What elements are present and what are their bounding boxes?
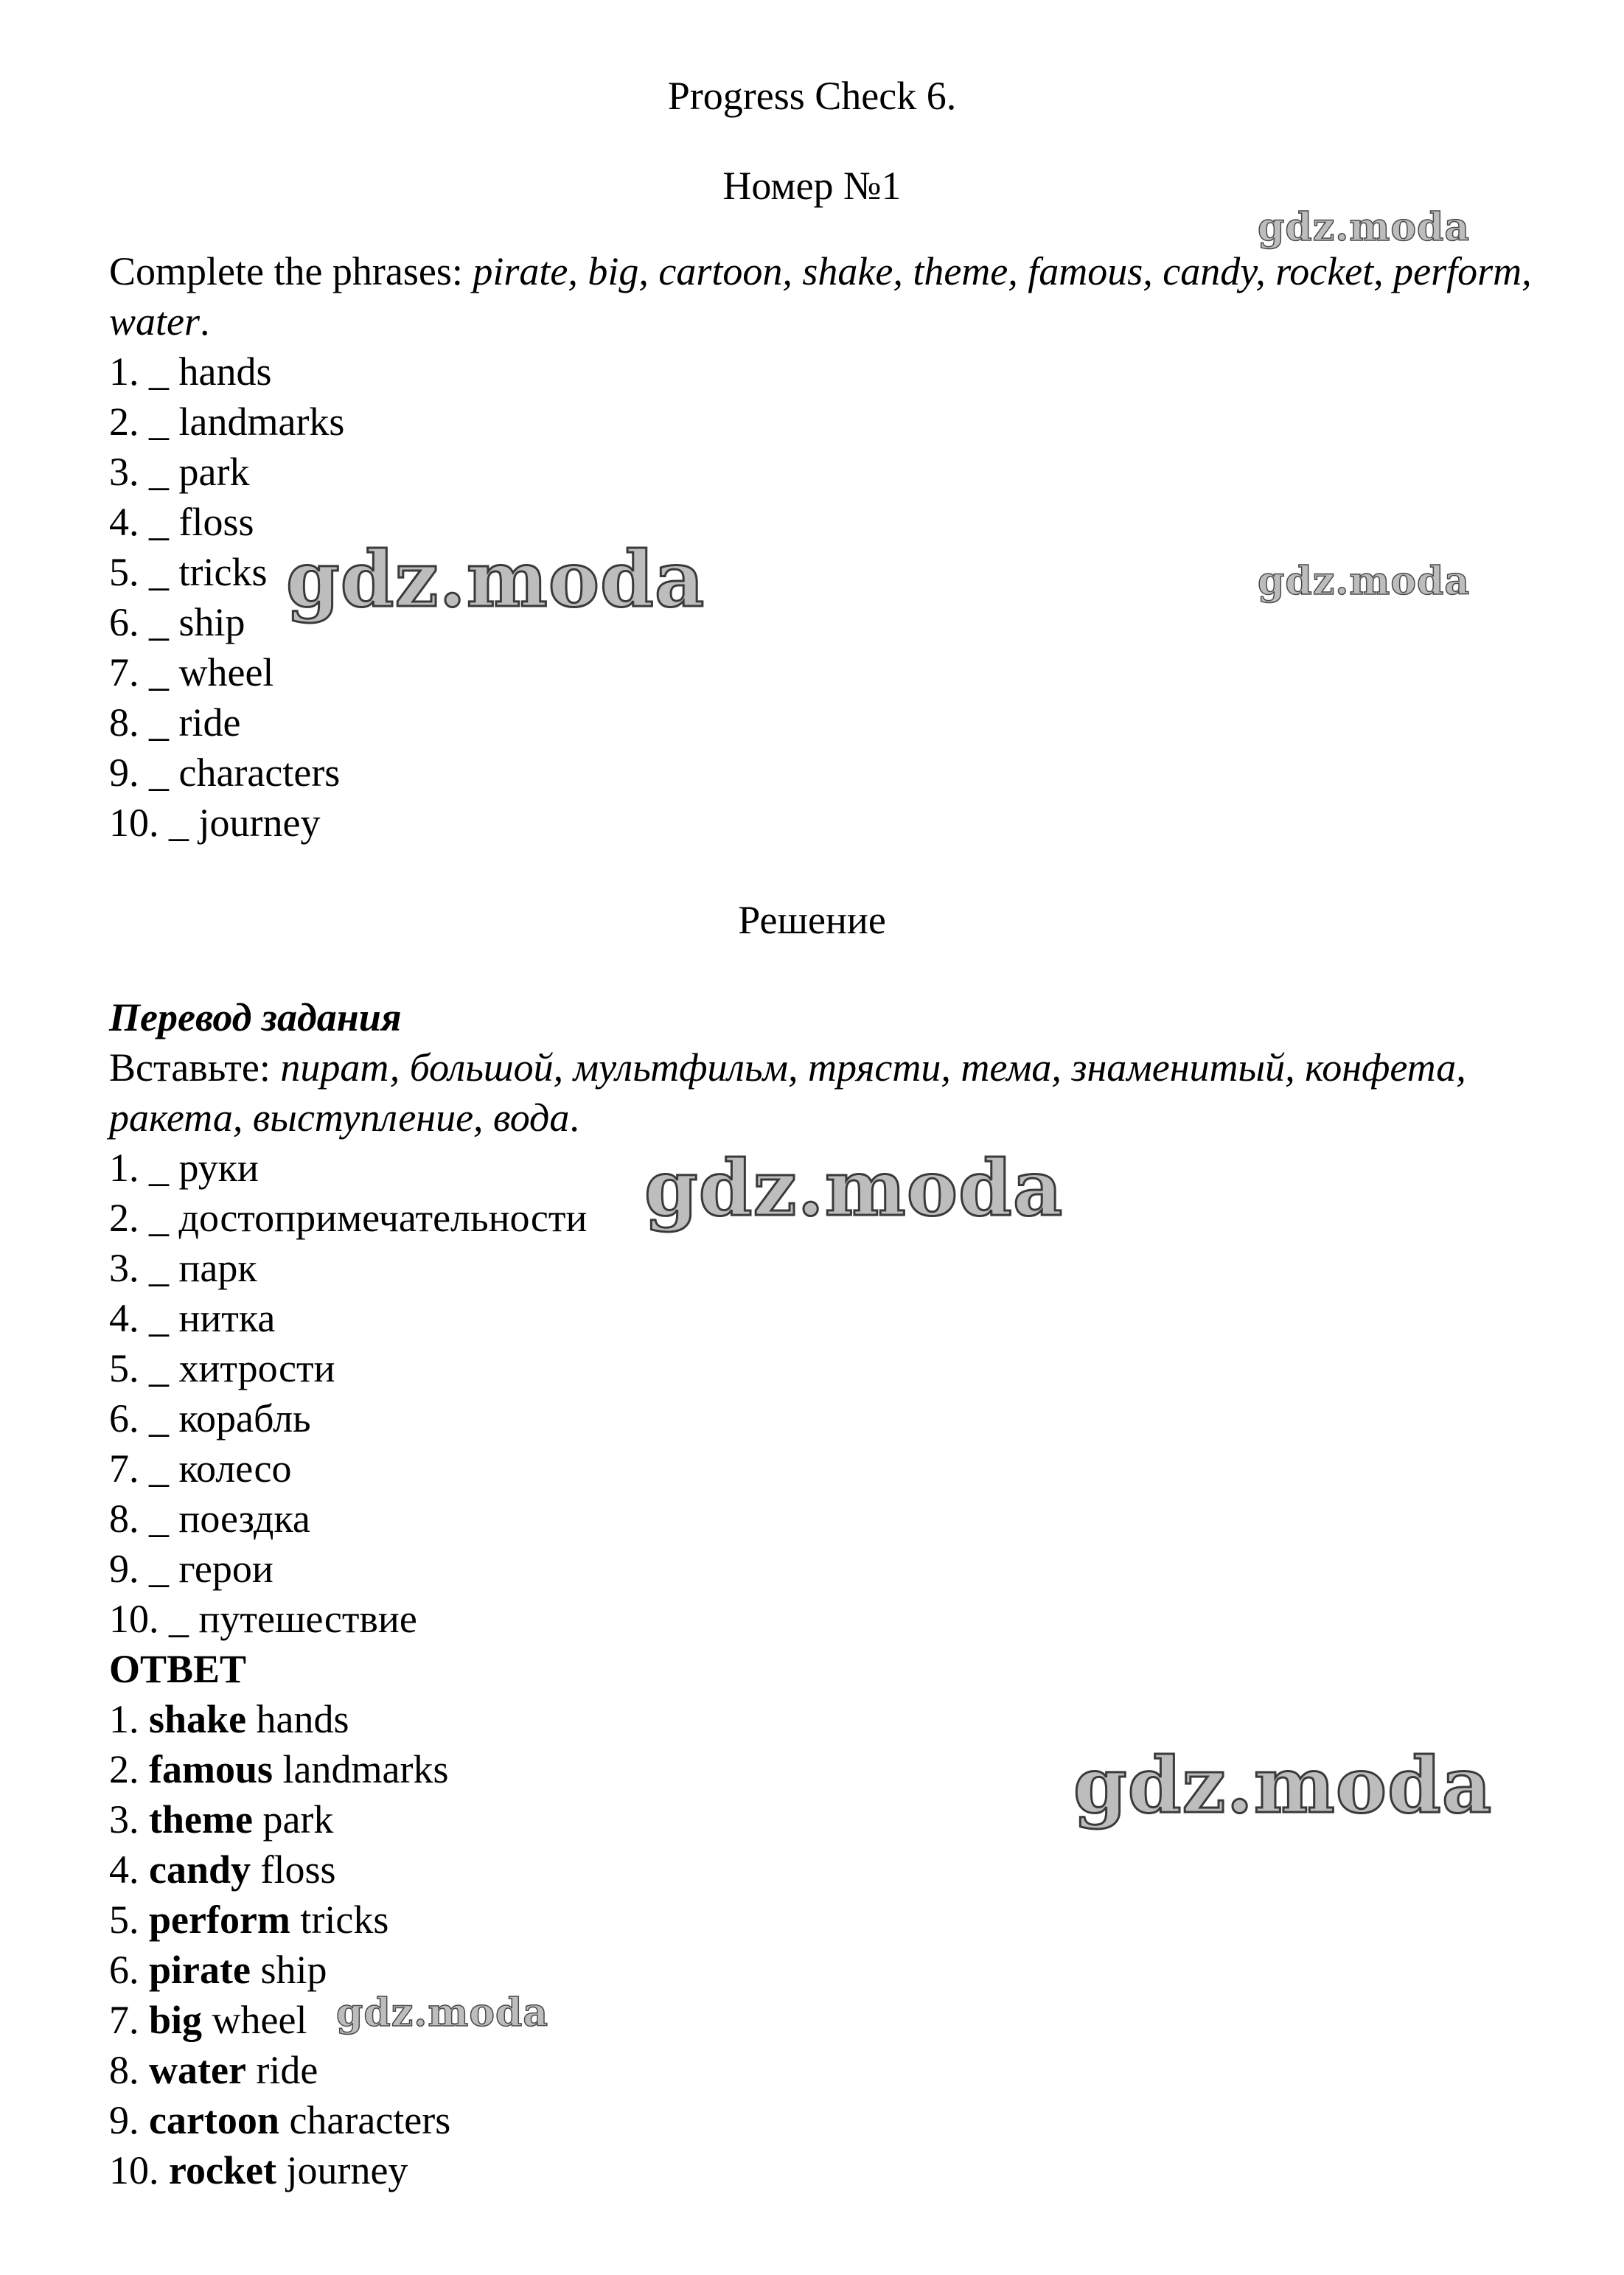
watermark: gdz.moda	[644, 1143, 1064, 1233]
task-lead: Complete the phrases:	[109, 249, 473, 293]
list-item: 6. _ ship	[109, 600, 245, 644]
watermark: gdz.moda	[1258, 559, 1471, 604]
answer-item: 7. big wheel	[109, 1998, 307, 2042]
translation-lead: Вставьте:	[109, 1045, 281, 1090]
list-item: 5. _ tricks	[109, 550, 268, 594]
answer-word: candy	[149, 1847, 251, 1892]
watermark: gdz.moda	[1258, 205, 1471, 250]
list-item: 1. _ hands	[109, 349, 272, 394]
list-item: 9. _ герои	[109, 1547, 273, 1591]
list-item: 4. _ нитка	[109, 1296, 276, 1340]
answer-word: shake	[149, 1697, 247, 1741]
list-item: 7. _ колесо	[109, 1446, 292, 1491]
answer-item: 10. rocket journey	[109, 2148, 408, 2192]
list-item: 4. _ floss	[109, 500, 254, 544]
watermark: gdz.moda	[1073, 1740, 1493, 1830]
answer-item: 1. shake hands	[109, 1697, 349, 1741]
answer-item: 3. theme park	[109, 1797, 334, 1842]
list-item: 2. _ достопримечательности	[109, 1196, 588, 1240]
answer-word: water	[149, 2048, 246, 2092]
answer-word: pirate	[149, 1948, 251, 1992]
list-item: 9. _ characters	[109, 750, 341, 795]
answer-item: 4. candy floss	[109, 1847, 336, 1892]
answer-item: 5. perform tricks	[109, 1898, 389, 1942]
list-item: 8. _ поездка	[109, 1497, 310, 1541]
translation-end: .	[569, 1095, 579, 1140]
list-item: 1. _ руки	[109, 1146, 259, 1190]
task-instruction	[109, 246, 1554, 346]
answer-word: theme	[149, 1797, 253, 1842]
translation-word-list: пират, большой, мультфильм, трясти, тема, знаменитый, конфета, ракета, выступление, вода	[109, 1045, 1466, 1140]
answer-word: big	[149, 1998, 203, 2042]
list-item: 3. _ парк	[109, 1246, 257, 1290]
translation-instruction	[109, 1042, 1554, 1143]
list-item: 5. _ хитрости	[109, 1346, 335, 1390]
page-title: Progress Check 6.	[667, 74, 957, 118]
list-item: 8. _ ride	[109, 700, 241, 745]
answer-heading: ОТВЕТ	[109, 1647, 247, 1691]
translation-heading: Перевод задания	[109, 995, 402, 1039]
watermark: gdz.moda	[286, 534, 705, 624]
list-item: 2. _ landmarks	[109, 400, 345, 444]
list-item: 10. _ путешествие	[109, 1597, 417, 1641]
answer-item: 8. water ride	[109, 2048, 318, 2092]
task-end: .	[200, 299, 210, 344]
answer-item: 2. famous landmarks	[109, 1747, 449, 1791]
list-item: 6. _ корабль	[109, 1396, 311, 1440]
list-item: 3. _ park	[109, 450, 250, 494]
answer-word: cartoon	[149, 2098, 279, 2142]
solution-heading: Решение	[738, 898, 886, 942]
answer-item: 6. pirate ship	[109, 1948, 327, 1992]
answer-item: 9. cartoon characters	[109, 2098, 451, 2142]
answer-word: rocket	[169, 2148, 276, 2192]
watermark: gdz.moda	[336, 1990, 549, 2035]
answer-word: perform	[149, 1898, 290, 1942]
exercise-number: Номер №1	[722, 164, 902, 208]
answer-word: famous	[149, 1747, 273, 1791]
task-word-list: pirate, big, cartoon, shake, theme, famous, candy, rocket, perform, water	[109, 249, 1532, 344]
list-item: 10. _ journey	[109, 801, 321, 845]
list-item: 7. _ wheel	[109, 650, 274, 694]
